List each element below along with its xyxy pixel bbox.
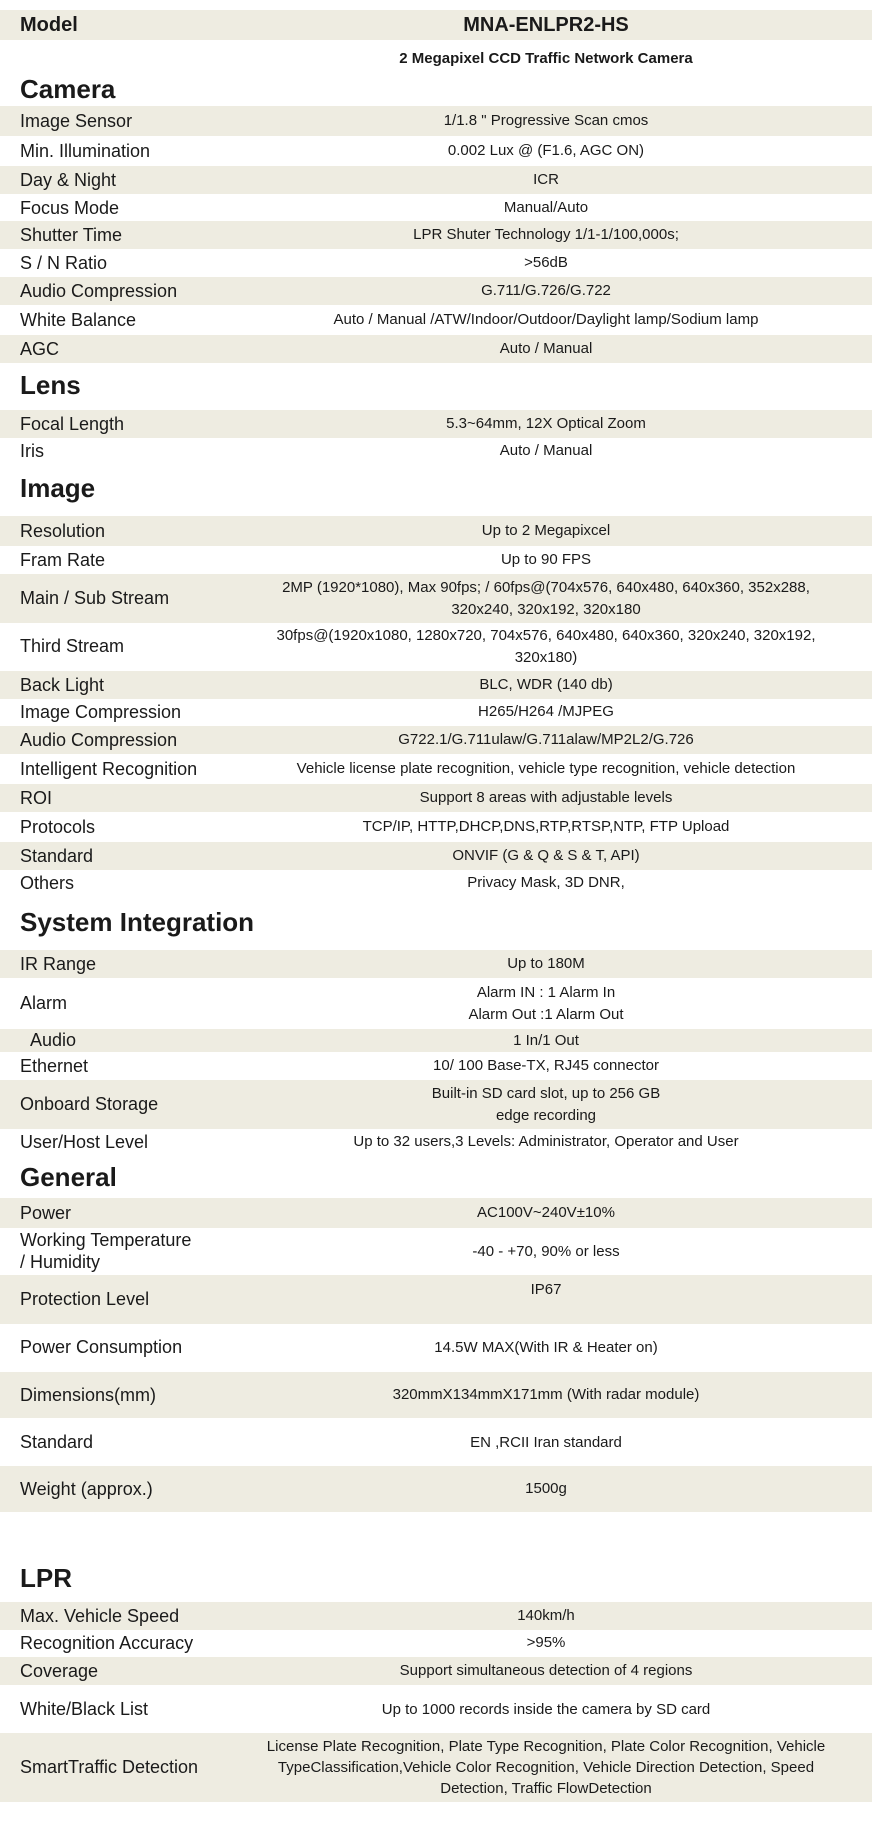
spec-row bbox=[0, 136, 872, 166]
spec-row bbox=[0, 1602, 872, 1630]
spec-value: EN ,RCII Iran standard bbox=[470, 1433, 622, 1451]
spec-value: G.711/G.726/G.722 bbox=[481, 282, 611, 300]
spec-label: SmartTraffic Detection bbox=[20, 1757, 199, 1777]
spec-row bbox=[0, 1275, 872, 1324]
spec-row bbox=[0, 1323, 872, 1372]
spec-label: Dimensions(mm) bbox=[20, 1384, 157, 1405]
spec-value: Up to 90 FPS bbox=[500, 551, 592, 569]
spec-row bbox=[0, 671, 872, 699]
spec-value: Auto / Manual bbox=[499, 442, 593, 460]
spec-value bbox=[220, 574, 872, 623]
model-value: MNA-ENLPR2-HS bbox=[463, 13, 629, 36]
spec-row bbox=[0, 194, 872, 222]
spec-value: -40 - +70, 90% or less bbox=[472, 1243, 620, 1261]
spec-value: Support 8 areas with adjustable levels bbox=[419, 789, 673, 807]
spec-row bbox=[0, 726, 872, 754]
spec-label: Protocols bbox=[20, 816, 96, 837]
spec-value: Manual/Auto bbox=[503, 199, 589, 217]
spec-row bbox=[0, 1657, 872, 1685]
spec-row bbox=[0, 1229, 872, 1275]
spec-row bbox=[0, 574, 872, 623]
spec-value-line: 2MP (1920*1080), Max 90fps; / 60fps@(704x576, 640x480, 640x360, 352x288, bbox=[282, 579, 810, 597]
spec-label: Standard bbox=[20, 1432, 94, 1452]
spec-label: Intelligent Recognition bbox=[20, 758, 198, 779]
spec-value: 1500g bbox=[525, 1480, 567, 1498]
spec-row bbox=[0, 277, 872, 305]
spec-value: ONVIF (G & Q & S & T, API) bbox=[452, 847, 640, 865]
spec-value-line: TypeClassification,Vehicle Color Recognition, Vehicle Direction Detection, Speed bbox=[277, 1758, 815, 1776]
spec-value: Auto / Manual /ATW/Indoor/Outdoor/Daylight lamp/Sodium lamp bbox=[333, 311, 759, 329]
spec-label: White/Black List bbox=[20, 1699, 149, 1719]
spec-label: Shutter Time bbox=[20, 224, 123, 245]
spec-row bbox=[0, 698, 872, 726]
spec-value-line: License Plate Recognition, Plate Type Recognition, Plate Color Recognition, Vehicle bbox=[266, 1737, 826, 1755]
spec-value: 10/ 100 Base-TX, RJ45 connector bbox=[433, 1057, 659, 1075]
spec-label: Standard bbox=[20, 845, 94, 866]
spec-value: ICR bbox=[533, 171, 559, 189]
model-label: Model bbox=[20, 13, 78, 36]
spec-value: Privacy Mask, 3D DNR, bbox=[467, 874, 625, 892]
spec-value bbox=[220, 1733, 872, 1802]
spec-value: 14.5W MAX(With IR & Heater on) bbox=[434, 1338, 658, 1356]
spec-row bbox=[0, 1372, 872, 1418]
spec-label: AGC bbox=[20, 338, 60, 359]
spec-row bbox=[0, 1128, 872, 1156]
spec-label: Image Sensor bbox=[20, 110, 133, 131]
spec-value-line: edge recording bbox=[495, 1106, 597, 1124]
spec-row bbox=[0, 1733, 872, 1802]
spec-value bbox=[220, 1080, 872, 1129]
spec-label: Focus Mode bbox=[20, 197, 120, 218]
spec-row bbox=[0, 249, 872, 277]
spec-label-line: Working Temperature bbox=[20, 1230, 192, 1251]
spec-value: TCP/IP, HTTP,DHCP,DNS,RTP,RTSP,NTP, FTP Upload bbox=[362, 818, 730, 836]
spec-label: Min. Illumination bbox=[20, 140, 151, 161]
spec-row bbox=[0, 437, 872, 465]
spec-row bbox=[0, 950, 872, 978]
spec-row bbox=[0, 1080, 872, 1129]
spec-value-line: 320x180) bbox=[514, 648, 578, 666]
spec-row bbox=[0, 1629, 872, 1657]
section-title-camera: Camera bbox=[20, 74, 116, 104]
spec-row bbox=[0, 1466, 872, 1512]
spec-value-line: Alarm Out :1 Alarm Out bbox=[468, 1005, 624, 1023]
spec-label: Power bbox=[20, 1202, 72, 1223]
spec-label: Image Compression bbox=[20, 701, 182, 722]
spec-row bbox=[0, 166, 872, 194]
spec-value: IP67 bbox=[530, 1281, 562, 1298]
spec-value: 5.3~64mm, 12X Optical Zoom bbox=[446, 415, 646, 433]
product-subtitle: 2 Megapixel CCD Traffic Network Camera bbox=[399, 50, 693, 67]
spec-label: Back Light bbox=[20, 674, 105, 695]
spec-row bbox=[0, 1198, 872, 1228]
spec-label: Weight (approx.) bbox=[20, 1478, 153, 1499]
spec-value: BLC, WDR (140 db) bbox=[479, 676, 613, 694]
spec-row bbox=[0, 1685, 872, 1734]
spec-label: IR Range bbox=[20, 953, 97, 974]
spec-value: LPR Shuter Technology 1/1-1/100,000s; bbox=[413, 226, 679, 244]
spec-label: Protection Level bbox=[20, 1289, 150, 1309]
spec-value-line: 30fps@(1920x1080, 1280x720, 704x576, 640x480, 640x360, 320x240, 320x192, bbox=[276, 627, 816, 645]
spec-label: Focal Length bbox=[20, 413, 125, 434]
spec-label: Power Consumption bbox=[20, 1337, 183, 1357]
spec-row bbox=[0, 516, 872, 546]
spec-value: 140km/h bbox=[517, 1607, 575, 1625]
spec-value: G722.1/G.711ulaw/G.711alaw/MP2L2/G.726 bbox=[398, 731, 694, 749]
spec-label: Audio Compression bbox=[20, 280, 178, 301]
spec-value: 1/1.8 " Progressive Scan cmos bbox=[443, 112, 649, 130]
spec-label: Main / Sub Stream bbox=[20, 588, 170, 608]
spec-value: 1 In/1 Out bbox=[513, 1031, 579, 1049]
spec-label: Third Stream bbox=[20, 636, 125, 656]
spec-value: >95% bbox=[526, 1634, 566, 1652]
spec-label: ROI bbox=[20, 787, 53, 808]
section-title-system-integration: System Integration bbox=[20, 907, 255, 937]
spec-row bbox=[0, 812, 872, 842]
model-header-row bbox=[0, 10, 872, 40]
spec-label: Fram Rate bbox=[20, 549, 106, 570]
spec-value-line: Built-in SD card slot, up to 256 GB bbox=[431, 1085, 661, 1103]
spec-row bbox=[0, 305, 872, 335]
section-title-general: General bbox=[20, 1162, 117, 1192]
spec-row bbox=[0, 869, 872, 897]
spec-value-line: Alarm IN : 1 Alarm In bbox=[476, 984, 616, 1002]
spec-label: Recognition Accuracy bbox=[20, 1632, 194, 1653]
spec-label: White Balance bbox=[20, 309, 137, 330]
spec-value: Up to 32 users,3 Levels: Administrator, Operator and User bbox=[353, 1133, 739, 1151]
spec-row bbox=[0, 1029, 872, 1052]
spec-value: AC100V~240V±10% bbox=[477, 1204, 615, 1222]
spec-value: Support simultaneous detection of 4 regions bbox=[399, 1662, 693, 1680]
spec-label-line: / Humidity bbox=[20, 1252, 101, 1272]
spec-row bbox=[0, 842, 872, 870]
spec-value: Up to 1000 records inside the camera by SD card bbox=[381, 1700, 711, 1718]
spec-value: 320mmX134mmX171mm (With radar module) bbox=[392, 1386, 700, 1404]
spec-row bbox=[0, 335, 872, 363]
spec-row bbox=[0, 978, 872, 1029]
spec-value: Up to 2 Megapixcel bbox=[481, 522, 611, 540]
spec-value: Up to 180M bbox=[507, 955, 585, 973]
spec-row bbox=[0, 410, 872, 438]
spec-label bbox=[20, 1229, 191, 1275]
section-title-lpr: LPR bbox=[20, 1563, 72, 1593]
spec-value bbox=[220, 978, 872, 1029]
spec-label: Audio bbox=[30, 1030, 77, 1050]
spec-value-line: 320x240, 320x192, 320x180 bbox=[451, 600, 641, 618]
spec-label: Audio Compression bbox=[20, 729, 178, 750]
spec-label: Others bbox=[20, 872, 75, 893]
spec-row bbox=[0, 1418, 872, 1467]
spec-value: H265/H264 /MJPEG bbox=[478, 703, 614, 721]
spec-label: Iris bbox=[20, 440, 44, 461]
section-title-lens: Lens bbox=[20, 370, 81, 400]
spec-label: User/Host Level bbox=[20, 1131, 149, 1152]
spec-row bbox=[0, 106, 872, 136]
spec-row bbox=[0, 221, 872, 249]
spec-label: Coverage bbox=[20, 1660, 99, 1681]
spec-label: Day & Night bbox=[20, 169, 117, 190]
spec-row bbox=[0, 546, 872, 574]
spec-label: Onboard Storage bbox=[20, 1094, 159, 1114]
spec-row bbox=[0, 622, 872, 671]
spec-value: Auto / Manual bbox=[499, 340, 593, 358]
spec-row bbox=[0, 784, 872, 812]
spec-value: >56dB bbox=[524, 254, 568, 272]
spec-value bbox=[220, 622, 872, 671]
spec-row bbox=[0, 754, 872, 784]
spec-label: S / N Ratio bbox=[20, 252, 108, 273]
spec-row bbox=[0, 1052, 872, 1080]
spec-label: Alarm bbox=[20, 993, 68, 1013]
spec-value: Vehicle license plate recognition, vehicle type recognition, vehicle detection bbox=[296, 760, 796, 778]
spec-label: Max. Vehicle Speed bbox=[20, 1605, 180, 1626]
spec-value: 0.002 Lux @ (F1.6, AGC ON) bbox=[447, 142, 645, 160]
section-title-image: Image bbox=[20, 473, 96, 503]
spec-label: Ethernet bbox=[20, 1055, 89, 1076]
spec-label: Resolution bbox=[20, 520, 106, 541]
spec-value-line: Detection, Traffic FlowDetection bbox=[440, 1780, 652, 1798]
